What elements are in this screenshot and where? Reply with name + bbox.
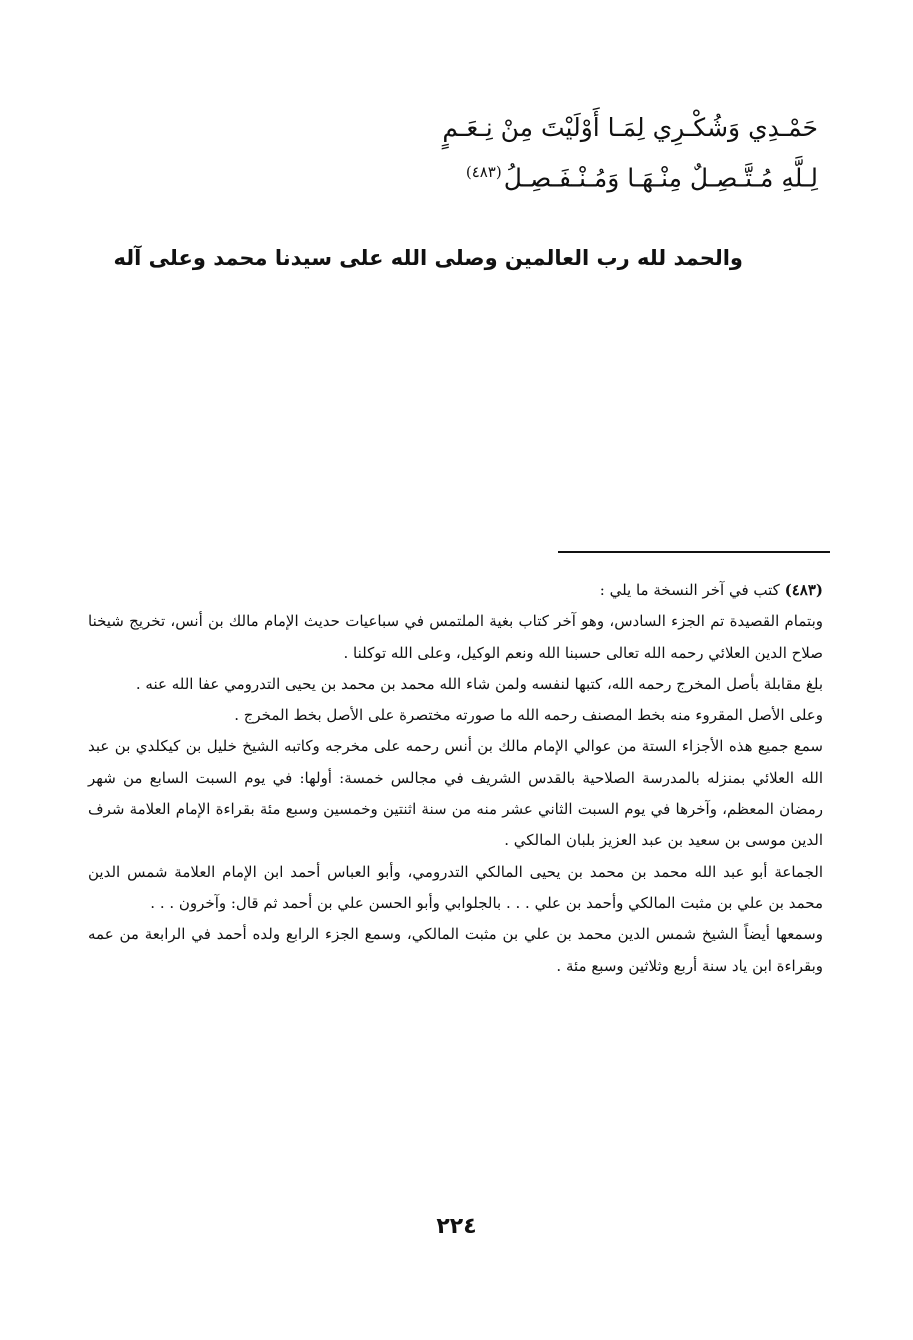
poem-verse-line-2: [466, 152, 818, 198]
poem-verse-text-1: حَمْـدِي وَشُكْـرِي لِمَـا أَوْلَيْتَ مِنْ نِـعَـمٍ: [442, 113, 818, 142]
poem-verse-line-1: [442, 108, 818, 148]
footnote-paragraph-6: وسمعها أيضاً الشيخ شمس الدين محمد بن علي بن مثبت المالكي، وسمع الجزء الرابع ولده أحمد في الرابعة من عمه وبقراءة ابن ياد سنة أربع وثلاثين وسبع مئة .: [88, 925, 823, 975]
footnote-heading: [88, 575, 823, 606]
footnote-intro: كتب في آخر النسخة ما يلي :: [599, 581, 780, 599]
footnote-paragraph-3: وعلى الأصل المقروء منه بخط المصنف رحمه الله ما صورته مختصرة على الأصل بخط المخرج .: [234, 706, 823, 725]
footnote-paragraph-1: وبتمام القصيدة تم الجزء السادس، وهو آخر كتاب بغية الملتمس في سباعيات حديث الإمام مالك بن أنس، تخريج شيخنا صلاح الدين العلائي رحمه الله تعالى حسبنا الله ونعم الوكيل، وعلى الله توكلنا .: [88, 612, 823, 662]
footnote-reference-marker[interactable]: (٤٨٣): [465, 163, 502, 181]
footnote-section: [88, 575, 823, 982]
footnote-paragraph-5: الجماعة أبو عبد الله محمد بن محمد بن يحيى المالكي التدرومي، وأبو العباس أحمد ابن الإمام العلامة شمس الدين محمد بن علي بن مثبت المالكي وأحمد بن علي . . . بالجلوابي وأبو الحسن علي بن أحمد ثم قال: وآخرون . . .: [88, 862, 823, 912]
page-number: ٢٢٤: [436, 1214, 477, 1239]
poem-verse-text-2: لِـلَّهِ مُـتَّـصِـلٌ مِنْـهَـا وَمُـنْـفَـصِـلُ: [503, 163, 818, 193]
closing-doxology: والحمد لله رب العالمين وصلى الله على سيدنا محمد وعلى آله: [113, 246, 743, 270]
footnote-number: (٤٨٣): [784, 581, 823, 599]
footnote-separator-rule: [558, 551, 830, 553]
footnote-paragraph-2: بلغ مقابلة بأصل المخرج رحمه الله، كتبها لنفسه ولمن شاء الله محمد بن محمد بن يحيى التدرومي عفا الله عنه .: [135, 674, 823, 693]
footnote-paragraph-4: سمع جميع هذه الأجزاء الستة من عوالي الإمام مالك بن أنس رحمه على مخرجه وكاتبه الشيخ خليل بن كيكلدي بن عبد الله العلائي بمنزله بالمدرسة الصلاحية بالقدس الشريف في مجالس خمسة: أولها: في يوم السبت السابع من شهر رمضان المعظم، وآخرها في يوم السبت الثاني عشر منه من سنة اثنتين وخمسين وسبع مئة بقراءة الإمام العلامة شرف الدين موسى بن سعيد بن عبد العزيز بلبان المالكي .: [88, 737, 823, 850]
